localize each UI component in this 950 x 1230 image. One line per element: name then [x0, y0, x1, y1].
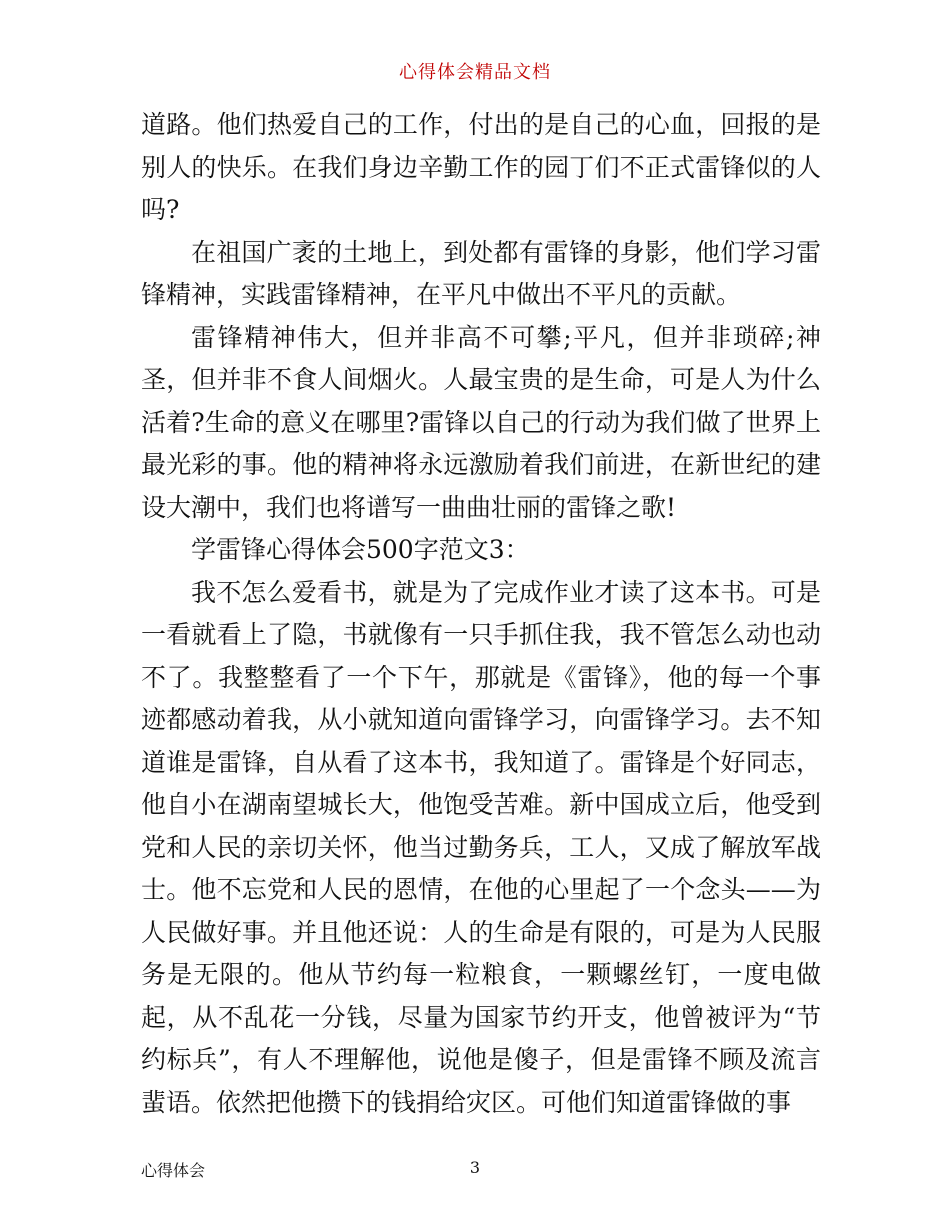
footer-label: 心得体会 [141, 1161, 206, 1180]
page-number: 3 [469, 1158, 481, 1177]
paragraph: 在祖国广袤的土地上，到处都有雷锋的身影，他们学习雷锋精神，实践雷锋精神，在平凡中做出不平凡的贡献。 [141, 237, 821, 309]
paragraph-continuation: 道路。他们热爱自己的工作，付出的是自己的心血，回报的是别人的快乐。在我们身边辛勤工作的园丁们不正式雷锋似的人吗? [141, 110, 821, 224]
section-heading: 学雷锋心得体会500字范文3： [191, 535, 530, 564]
paragraph: 雷锋精神伟大，但并非高不可攀;平凡，但并非琐碎;神圣，但并非不食人间烟火。人最宝贵的是生命，可是人为什么活着?生命的意义在哪里?雷锋以自己的行动为我们做了世界上最光彩的事。他的精神将永远激励着我们前进，在新世纪的建设大潮中，我们也将谱写一曲曲壮丽的雷锋之歌! [141, 322, 821, 522]
document-header-title: 心得体会精品文档 [399, 62, 551, 83]
paragraph: 我不怎么爱看书，就是为了完成作业才读了这本书。可是一看就看上了隐，书就像有一只手抓住我，我不管怎么动也动不了。我整整看了一个下午，那就是《雷锋》，他的每一个事迹都感动着我，从小就知道向雷锋学习，向雷锋学习。去不知道谁是雷锋，自从看了这本书，我知道了。雷锋是个好同志，他自小在湖南望城长大，他饱受苦难。新中国成立后，他受到党和人民的亲切关怀，他当过勤务兵，工人，又成了解放军战士。他不忘党和人民的恩情，在他的心里起了一个念头——为人民做好事。并且他还说：人的生命是有限的，可是为人民服务是无限的。他从节约每一粒粮食，一颗螺丝钉，一度电做起，从不乱花一分钱，尽量为国家节约开支，他曾被评为“节约标兵”，有人不理解他，说他是傻子，但是雷锋不顾及流言蜚语。依然把他攒下的钱捐给灾区。可他们知道雷锋做的事 [141, 577, 821, 1117]
document-body [141, 104, 821, 1124]
